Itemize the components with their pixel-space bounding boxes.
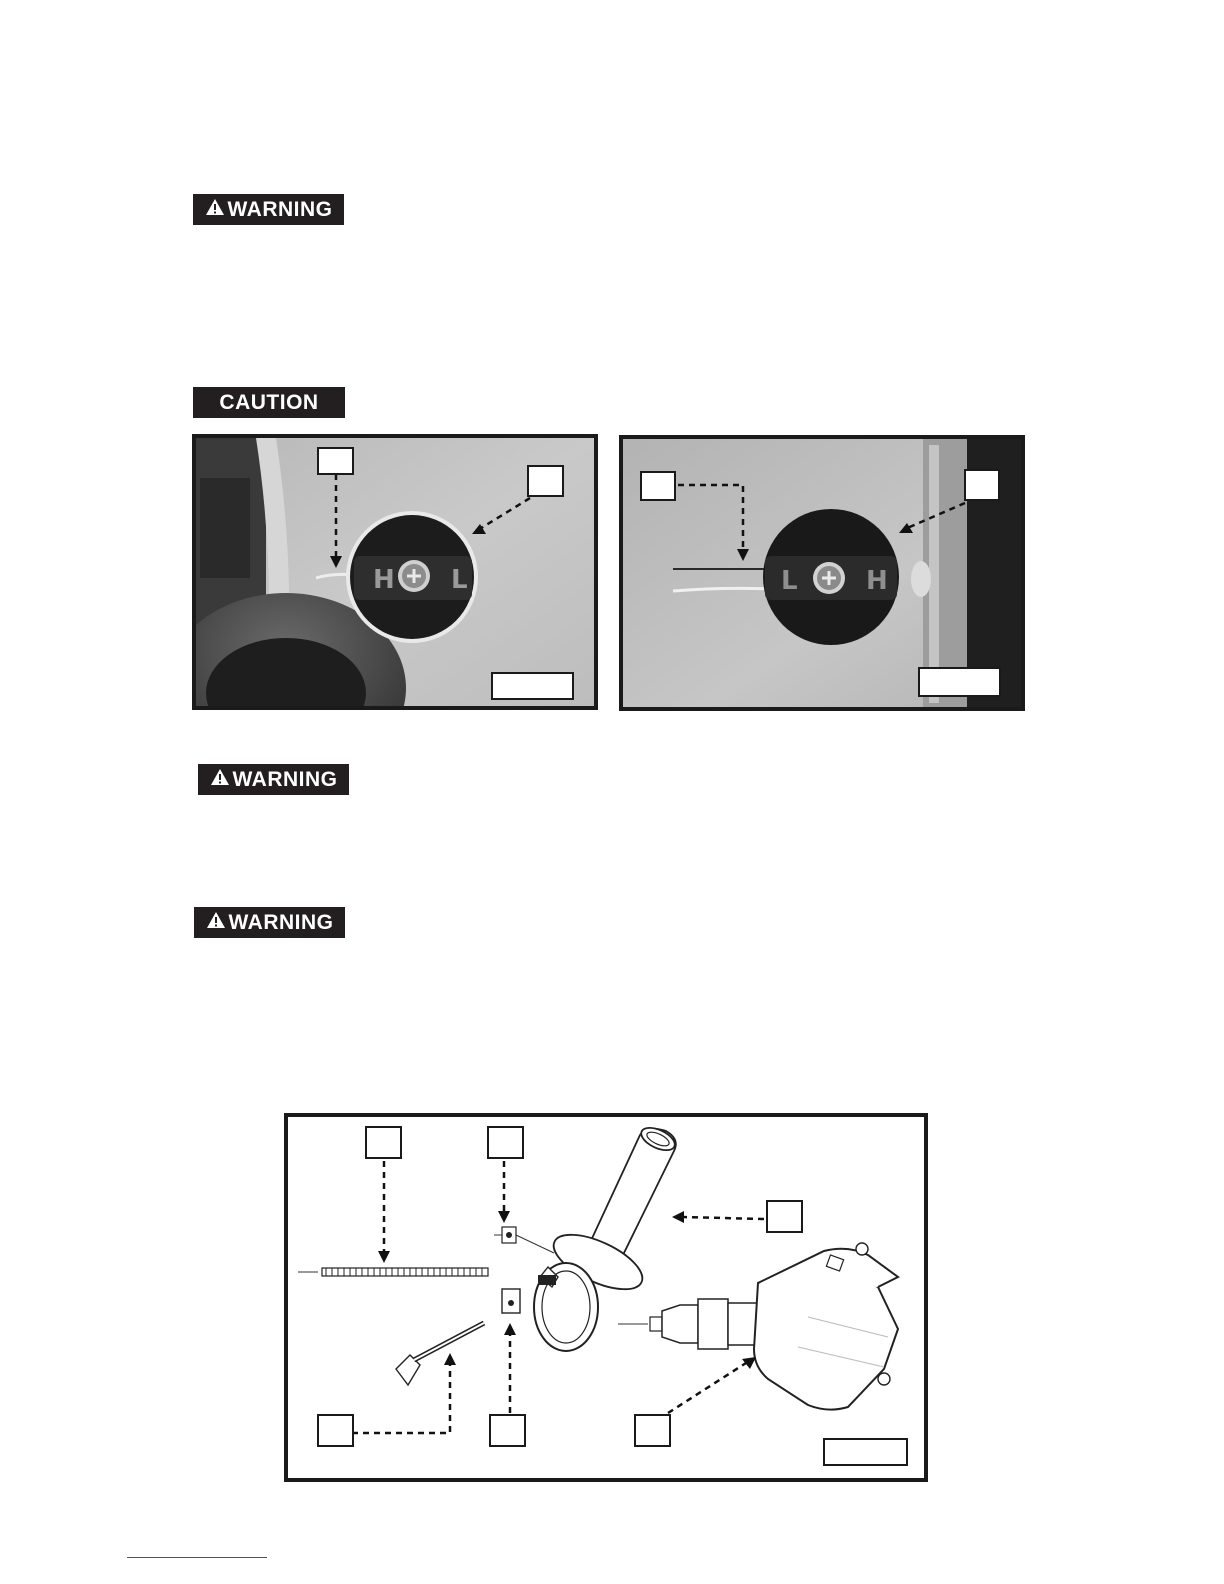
callout-box (964, 469, 1000, 501)
knob-letter-right: H (866, 566, 888, 596)
callout-box (766, 1200, 803, 1233)
callout-box (640, 471, 676, 501)
photo-right (619, 435, 1025, 711)
callout-box (317, 1414, 354, 1447)
caution-badge (193, 387, 345, 418)
callout-box (527, 465, 564, 497)
knob-letter-right: L (451, 565, 468, 595)
warning-triangle-icon (210, 768, 230, 792)
warning-badge-1 (193, 194, 344, 225)
warning-label: WARNING (232, 767, 338, 791)
warning-label: WARNING (227, 197, 333, 221)
figure-label-box (823, 1438, 908, 1466)
knob-letter-left: L (781, 566, 798, 596)
footer-link-underline[interactable] (127, 1557, 267, 1558)
callout-box (634, 1414, 671, 1447)
callout-box (489, 1414, 526, 1447)
callout-box (365, 1126, 402, 1159)
drill-head-exploded-drawing (288, 1117, 924, 1478)
callout-box (487, 1126, 524, 1159)
warning-badge-2 (198, 764, 349, 795)
exploded-diagram (284, 1113, 928, 1482)
caution-label: CAUTION (219, 390, 319, 414)
figure-label-box (918, 667, 1001, 697)
warning-triangle-icon (205, 198, 225, 222)
photo-left (192, 434, 598, 710)
knob-letter-left: H (373, 565, 395, 595)
callout-box (317, 447, 354, 475)
warning-triangle-icon (206, 911, 226, 935)
warning-label: WARNING (228, 910, 334, 934)
figure-label-box (491, 672, 574, 700)
warning-badge-3 (194, 907, 345, 938)
